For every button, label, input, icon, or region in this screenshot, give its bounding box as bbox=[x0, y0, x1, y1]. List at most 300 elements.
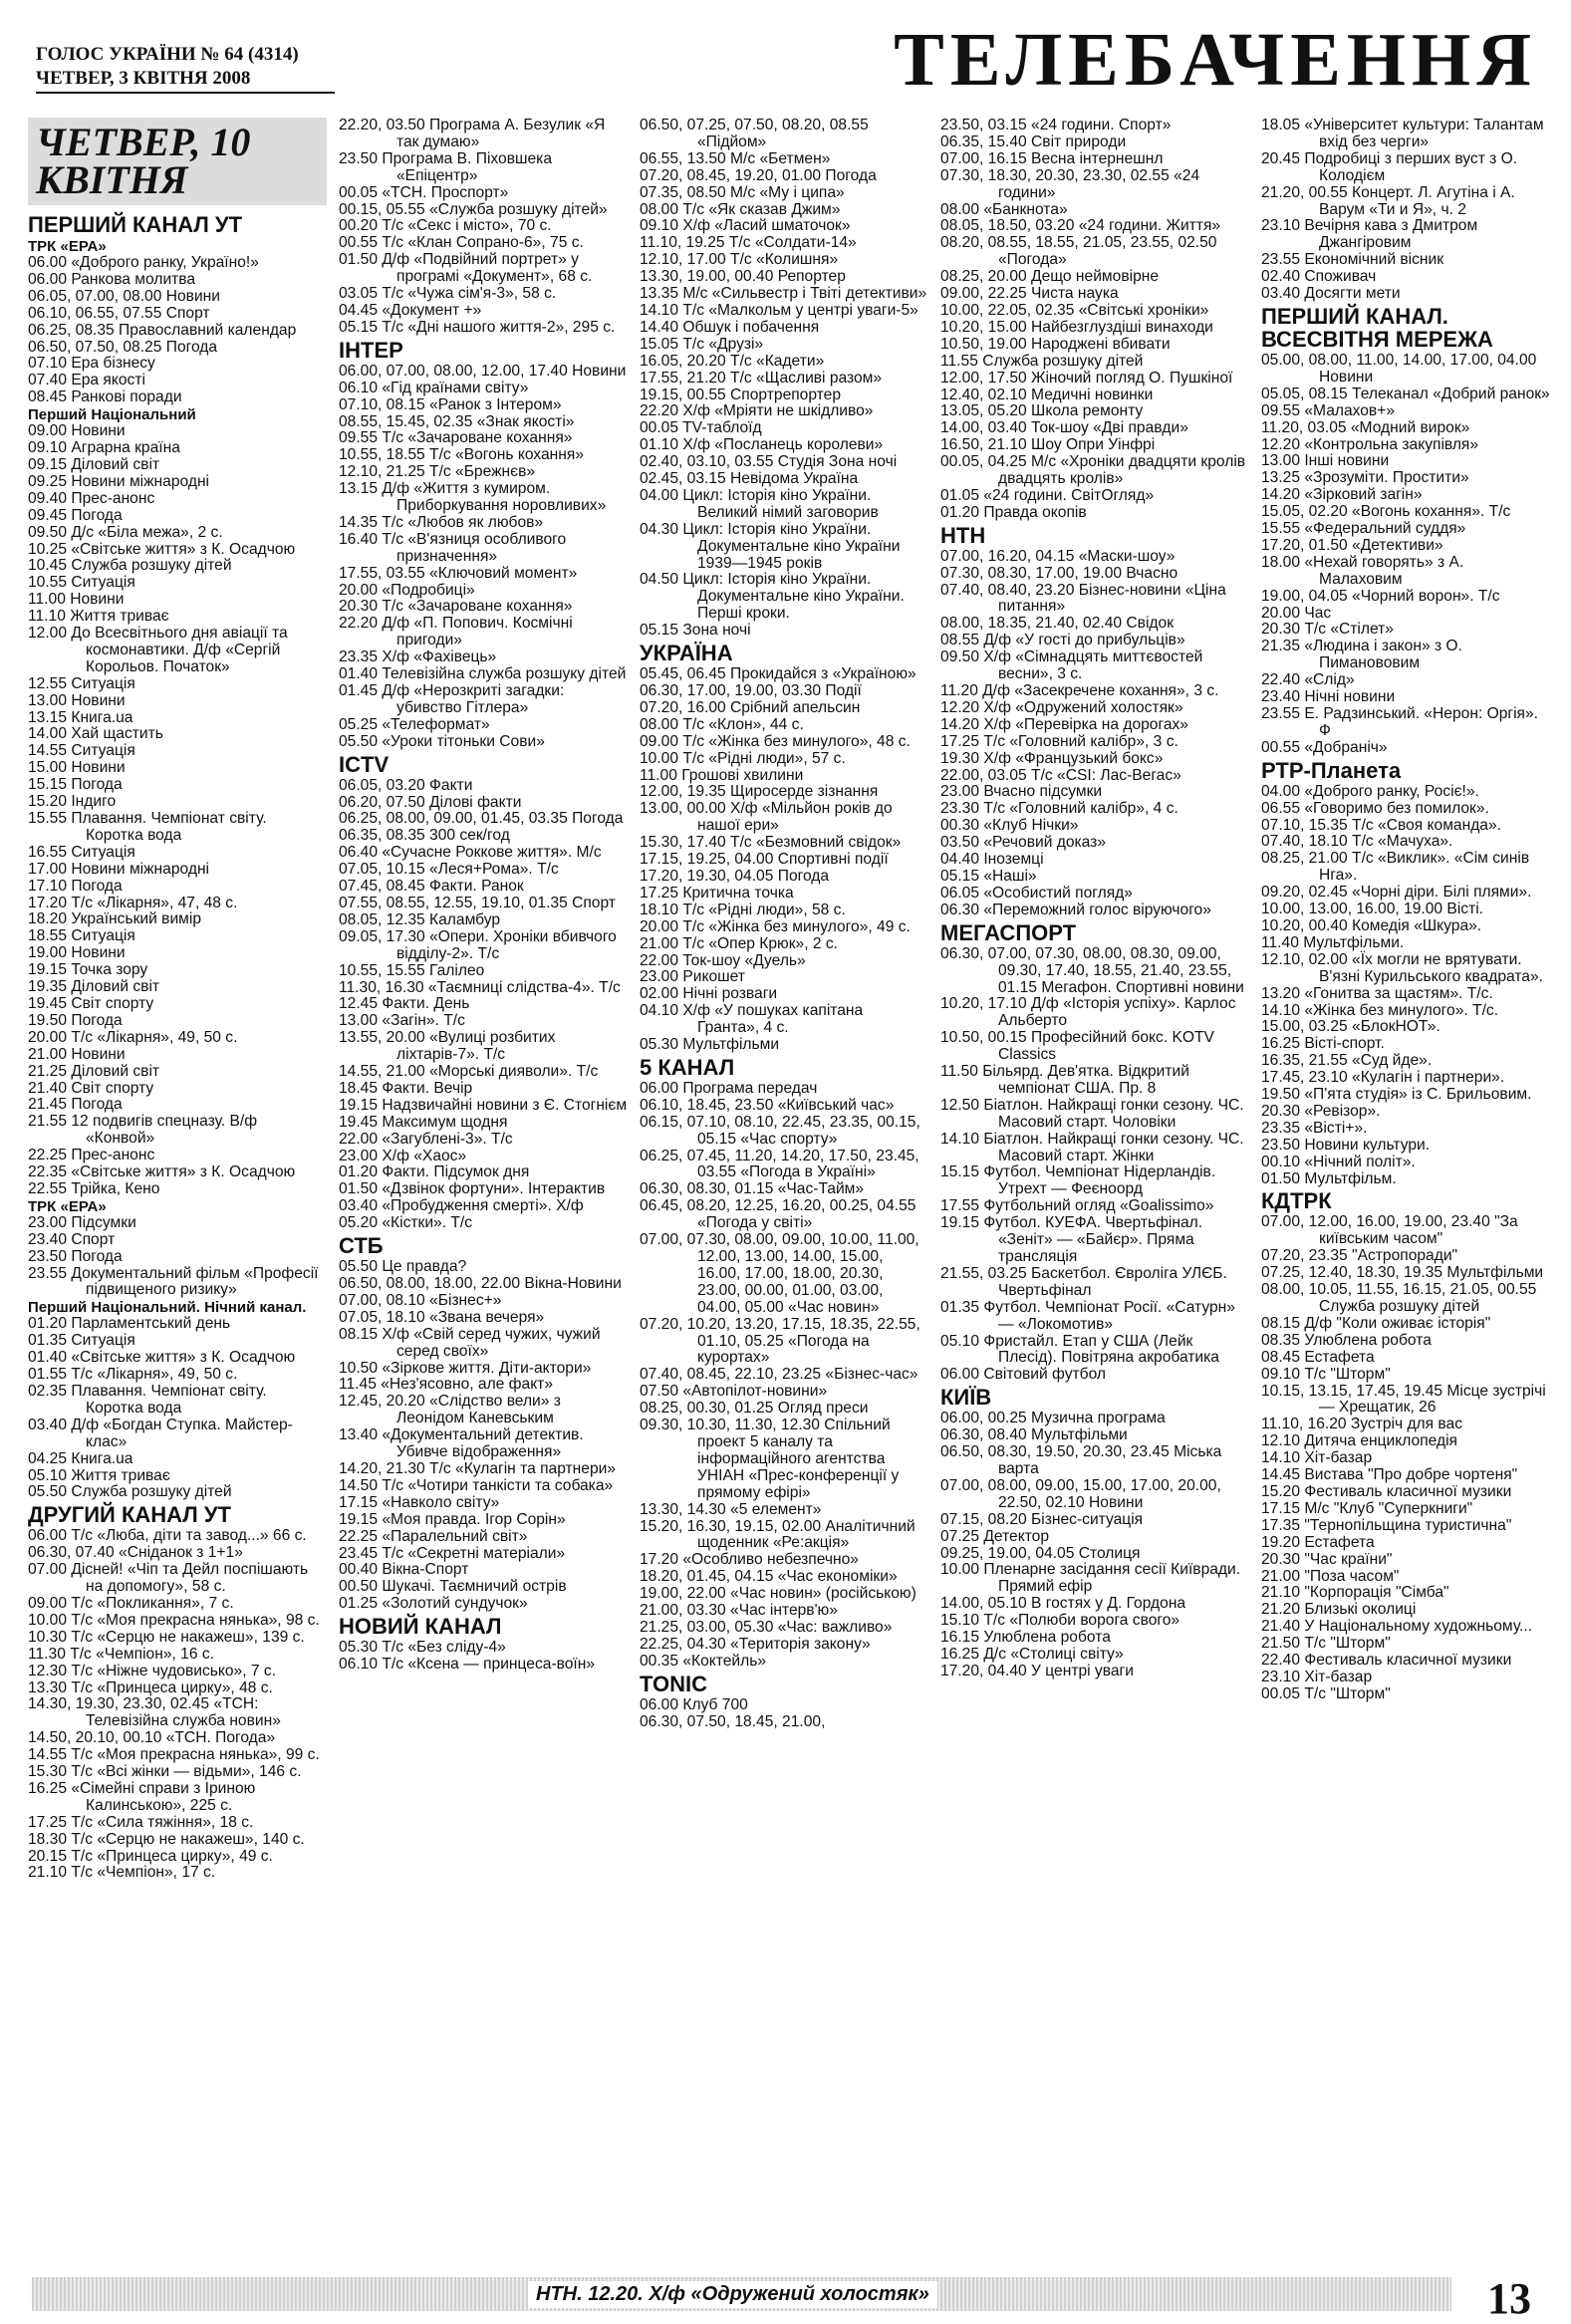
program-entry: 13.00, 00.00 Х/ф «Мільйон років до нашої ери» bbox=[640, 800, 893, 835]
program-entry: 15.30, 17.40 Т/с «Безмовний свідок» bbox=[640, 834, 902, 852]
program-entry: 23.00 Підсумки bbox=[28, 1213, 136, 1231]
program-entry: 06.55, 13.50 М/с «Бетмен» bbox=[640, 149, 831, 167]
program-entry: 16.15 Улюблена робота bbox=[940, 1629, 1111, 1647]
program-entry: 21.00 "Поза часом" bbox=[1261, 1567, 1400, 1585]
program-entry: 15.15 Погода bbox=[28, 776, 123, 794]
program-entry: 19.15 Точка зору bbox=[28, 961, 148, 979]
program-entry: 11.45 «Нез'ясовно, але факт» bbox=[339, 1376, 553, 1394]
program-entry: 10.50, 00.15 Професійний бокс. KOTV Classics bbox=[940, 1029, 1214, 1064]
program-entry: 00.30 «Клуб Нічки» bbox=[940, 817, 1079, 835]
program-entry: 17.25 Критична точка bbox=[640, 884, 794, 902]
program-entry: 09.30, 10.30, 11.30, 12.30 Спільний проект 5 каналу та інформаційного агентства УНІАН «Прес-конференції у прямому ефірі» bbox=[640, 1417, 900, 1501]
program-entry: 08.05, 12.35 Каламбур bbox=[339, 910, 500, 928]
program-entry: 01.20 Факти. Підсумок дня bbox=[339, 1163, 530, 1181]
program-entry: 12.10, 17.00 Т/с «Колишня» bbox=[640, 251, 839, 269]
program-entry: 02.00 Нічні розваги bbox=[640, 985, 778, 1003]
program-entry: 17.15 М/с "Клуб "Суперкниги" bbox=[1261, 1499, 1473, 1517]
program-entry: 23.50 Погода bbox=[28, 1247, 123, 1265]
program-entry: 05.15 Зона ночі bbox=[640, 622, 751, 640]
program-entry: 08.00, 10.05, 11.55, 16.15, 21.05, 00.55 Служба розшуку дітей bbox=[1261, 1281, 1537, 1315]
program-entry: 06.00, 00.25 Музична програма bbox=[940, 1410, 1166, 1427]
listing-column-1 bbox=[28, 118, 327, 2160]
program-entry: 19.15 Футбол. КУЕФА. Чвертьфінал. «Зеніт» — «Байєр». Пряма трансляція bbox=[940, 1214, 1203, 1265]
program-entry: 06.05 «Особистий погляд» bbox=[940, 884, 1133, 902]
column-body bbox=[339, 118, 628, 1674]
channel-heading: КДТРК bbox=[1261, 1188, 1332, 1214]
program-entry: 00.05 TV-таблоїд bbox=[640, 419, 762, 437]
program-entry: 09.00, 22.25 Чиста наука bbox=[940, 285, 1119, 303]
program-entry: 18.20, 01.45, 04.15 «Час економіки» bbox=[640, 1568, 898, 1586]
program-entry: 00.15, 05.55 «Служба розшуку дітей» bbox=[339, 200, 608, 218]
program-entry: 08.15 Х/ф «Свій серед чужих, чужий серед своїх» bbox=[339, 1325, 601, 1360]
program-entry: 21.20 Близькі околиці bbox=[1261, 1601, 1417, 1619]
program-entry: 14.55 Т/с «Моя прекрасна нянька», 99 с. bbox=[28, 1746, 320, 1764]
masthead bbox=[0, 0, 1571, 118]
program-entry: 06.45, 08.20, 12.25, 16.20, 00.25, 04.55 «Погода у світі» bbox=[640, 1197, 916, 1232]
program-entry: 23.00 Рикошет bbox=[640, 968, 745, 986]
program-entry: 17.10 Погода bbox=[28, 877, 123, 895]
issue-date: ЧЕТВЕР, 3 КВІТНЯ 2008 bbox=[36, 68, 251, 89]
program-entry: 21.55 12 подвигів спецназу. В/ф «Конвой» bbox=[28, 1113, 258, 1148]
program-entry: 13.30, 14.30 «5 елемент» bbox=[640, 1500, 822, 1518]
program-entry: 15.00 Новини bbox=[28, 759, 126, 777]
program-entry: 14.00 Хай щастить bbox=[28, 725, 163, 743]
program-entry: 05.10 Життя триває bbox=[28, 1466, 170, 1484]
program-entry: 23.00 Вчасно підсумки bbox=[940, 783, 1103, 801]
program-entry: 08.00 «Банкнота» bbox=[940, 200, 1068, 218]
program-entry: 14.10 Т/с «Малкольм у центрі уваги-5» bbox=[640, 301, 918, 319]
channel-subheading: Перший Національний bbox=[28, 406, 196, 424]
program-entry: 12.10, 02.00 «Їх могли не врятувати. В'язні Курильського квадрата». bbox=[1261, 950, 1543, 985]
program-entry: 10.45 Служба розшуку дітей bbox=[28, 557, 232, 575]
program-entry: 14.50, 20.10, 00.10 «ТСН. Погода» bbox=[28, 1729, 276, 1747]
program-entry: 06.10, 06.55, 07.55 Спорт bbox=[28, 304, 210, 322]
program-entry: 06.50, 08.30, 19.50, 20.30, 23.45 Міська варта bbox=[940, 1443, 1222, 1477]
channel-heading: ПЕРШИЙ КАНАЛ. ВСЕСВІТНЯ МЕРЕЖА bbox=[1261, 303, 1493, 352]
program-entry: 13.30, 19.00, 00.40 Репортер bbox=[640, 268, 846, 286]
program-entry: 03.40 «Пробудження смерті». Х/ф bbox=[339, 1197, 584, 1215]
program-entry: 13.40 «Документальний детектив. Убивче відображення» bbox=[339, 1426, 584, 1461]
program-entry: 19.00, 04.05 «Чорний ворон». Т/с bbox=[1261, 587, 1500, 605]
program-entry: 06.30, 08.30, 01.15 «Час-Тайм» bbox=[640, 1180, 865, 1198]
program-entry: 20.00 «Подробиці» bbox=[339, 581, 475, 599]
program-entry: 14.35 Т/с «Любов як любов» bbox=[339, 513, 544, 531]
program-entry: 16.05, 20.20 Т/с «Кадети» bbox=[640, 352, 825, 370]
program-entry: 15.20 Індиго bbox=[28, 793, 117, 811]
program-entry: 05.30 Мультфільми bbox=[640, 1036, 780, 1054]
program-entry: 07.00, 16.15 Весна інтернешнл bbox=[940, 149, 1164, 167]
channel-heading: МЕГАСПОРТ bbox=[940, 919, 1077, 945]
program-entry: 07.40, 08.45, 22.10, 23.25 «Бізнес-час» bbox=[640, 1366, 918, 1384]
program-entry: 06.10, 18.45, 23.50 «Київський час» bbox=[640, 1096, 895, 1114]
program-entry: 01.35 Ситуація bbox=[28, 1332, 135, 1350]
program-entry: 18.20 Український вимір bbox=[28, 910, 202, 928]
program-entry: 08.00 Т/с «Як сказав Джим» bbox=[640, 200, 841, 218]
program-entry: 22.20 Д/ф «П. Попович. Космічні пригоди» bbox=[339, 615, 573, 649]
program-entry: 10.25 «Світське життя» з К. Осадчою bbox=[28, 540, 296, 558]
issue-info: ГОЛОС УКРАЇНИ № 64 (4314) bbox=[36, 44, 299, 65]
program-entry: 06.10 Т/с «Ксена — принцеса-воїн» bbox=[339, 1656, 596, 1674]
program-entry: 15.30 Т/с «Всі жінки — відьми», 146 с. bbox=[28, 1763, 302, 1781]
program-entry: 06.35, 15.40 Світ природи bbox=[940, 132, 1127, 150]
program-entry: 09.40 Прес-анонс bbox=[28, 489, 155, 507]
program-entry: 06.40 «Сучасне Роккове життя». М/с bbox=[339, 844, 602, 862]
program-entry: 07.00, 07.30, 08.00, 09.00, 10.00, 11.00, 12.00, 13.00, 14.00, 15.00, 16.00, 17.00, 18.00, 20.30, 23.00, 00.00, 01.00, 03.00, 04.00, 05.00 «Час новин» bbox=[640, 1231, 919, 1316]
program-entry: 13.00 Інші новини bbox=[1261, 452, 1390, 470]
program-entry: 11.20 Д/ф «Засекречене кохання», 3 с. bbox=[940, 682, 1219, 699]
program-entry: 08.25, 21.00 Т/с «Виклик». «Сім синів Нга». bbox=[1261, 850, 1530, 885]
program-entry: 06.30 «Переможний голос віруючого» bbox=[940, 901, 1211, 918]
program-entry: 23.30 Т/с «Головний калібр», 4 с. bbox=[940, 800, 1178, 818]
program-entry: 07.30, 18.30, 20.30, 23.30, 02.55 «24 години» bbox=[940, 166, 1200, 201]
program-entry: 14.50 Т/с «Чотири танкісти та собака» bbox=[339, 1476, 614, 1494]
program-entry: 05.50 Це правда? bbox=[339, 1258, 467, 1276]
program-entry: 06.30, 17.00, 19.00, 03.30 Події bbox=[640, 682, 862, 699]
program-entry: 14.40 Обшук і побачення bbox=[640, 318, 820, 336]
program-entry: 06.25, 08.35 Православний календар bbox=[28, 321, 297, 339]
program-entry: 14.45 Вистава "Про добре чортеня" bbox=[1261, 1466, 1518, 1484]
program-entry: 01.20 Правда окопів bbox=[940, 503, 1087, 521]
program-entry: 07.25 Детектор bbox=[940, 1527, 1050, 1545]
program-entry: 22.00, 03.05 Т/с «CSI: Лас-Вегас» bbox=[940, 766, 1181, 784]
program-entry: 19.00 Новини bbox=[28, 944, 126, 962]
program-entry: 07.20, 08.45, 19.20, 01.00 Погода bbox=[640, 166, 877, 184]
program-entry: 13.15 Книга.ua bbox=[28, 708, 133, 726]
program-entry: 07.50 «Автопілот-новини» bbox=[640, 1383, 828, 1401]
program-entry: 14.20 Х/ф «Перевірка на дорогах» bbox=[940, 715, 1188, 733]
program-entry: 23.50, 03.15 «24 години. Спорт» bbox=[940, 118, 1172, 133]
program-entry: 17.25 Т/с «Сила тяжіння», 18 с. bbox=[28, 1813, 254, 1831]
program-entry: 06.00, 07.00, 08.00, 12.00, 17.40 Новини bbox=[339, 362, 627, 380]
channel-heading: СТБ bbox=[339, 1233, 384, 1259]
program-entry: 19.20 Естафета bbox=[1261, 1533, 1375, 1551]
program-entry: 00.55 «Добраніч» bbox=[1261, 738, 1388, 756]
program-entry: 06.00 Програма передач bbox=[640, 1079, 818, 1097]
program-entry: 07.05, 10.15 «Леся+Рома». Т/с bbox=[339, 861, 559, 879]
program-entry: 17.20, 04.40 У центрі уваги bbox=[940, 1662, 1134, 1679]
program-entry: 08.15 Д/ф "Коли оживає історія" bbox=[1261, 1314, 1491, 1332]
program-entry: 07.00 Дісней! «Чіп та Дейл поспішають на допомогу», 58 с. bbox=[28, 1561, 309, 1596]
program-entry: 10.00 Пленарне засідання сесії Київради. Прямий ефір bbox=[940, 1561, 1241, 1596]
program-entry: 07.00, 08.00, 09.00, 15.00, 17.00, 20.00, 22.50, 02.10 Новини bbox=[940, 1476, 1221, 1511]
program-entry: 12.00, 19.35 Щиросерде зізнання bbox=[640, 783, 879, 801]
program-entry: 11.00 Грошові хвилини bbox=[640, 766, 804, 784]
program-entry: 21.25 Діловий світ bbox=[28, 1062, 160, 1080]
program-entry: 22.35 «Світське життя» з К. Осадчою bbox=[28, 1163, 296, 1181]
listing-column-5 bbox=[1261, 118, 1550, 2160]
program-entry: 05.15 Т/с «Дні нашого життя-2», 295 с. bbox=[339, 318, 616, 336]
program-entry: 06.35, 08.35 300 сек/год bbox=[339, 827, 510, 845]
program-entry: 00.40 Вікна-Спорт bbox=[339, 1561, 469, 1579]
program-entry: 23.00 Х/ф «Хаос» bbox=[339, 1147, 467, 1164]
program-entry: 06.10 «Гід країнами світу» bbox=[339, 379, 529, 396]
program-entry: 15.05, 02.20 «Вогонь кохання». Т/с bbox=[1261, 503, 1511, 521]
program-entry: 23.50 Програма В. Піховшека «Епіцентр» bbox=[339, 149, 553, 184]
program-entry: 00.20 Т/с «Секс і місто», 70 с. bbox=[339, 217, 552, 235]
program-entry: 11.10 Життя триває bbox=[28, 608, 169, 626]
program-entry: 09.50 Х/ф «Сімнадцять миттєвостей весни», 3 с. bbox=[940, 648, 1203, 683]
program-entry: 11.10, 16.20 Зустріч для вас bbox=[1261, 1416, 1463, 1433]
program-entry: 12.00 До Всесвітнього дня авіації та космонавтики. Д/ф «Сергій Корольов. Початок» bbox=[28, 625, 288, 675]
program-entry: 23.55 Документальний фільм «Професії підвищеного ризику» bbox=[28, 1264, 319, 1299]
program-entry: 00.05 «ТСН. Проспорт» bbox=[339, 183, 509, 201]
program-entry: 15.00, 03.25 «БлокНОТ». bbox=[1261, 1018, 1440, 1036]
program-entry: 06.30, 08.40 Мультфільми bbox=[940, 1426, 1128, 1444]
program-entry: 02.45, 03.15 Невідома Україна bbox=[640, 470, 859, 488]
program-entry: 14.20, 21.30 Т/с «Кулагін та партнери» bbox=[339, 1459, 617, 1477]
program-entry: 06.25, 07.45, 11.20, 14.20, 17.50, 23.45, 03.55 «Погода в Україні» bbox=[640, 1147, 919, 1181]
program-entry: 11.00 Новини bbox=[28, 591, 125, 609]
program-entry: 01.05 «24 години. СвітОгляд» bbox=[940, 486, 1155, 504]
program-entry: 14.00, 05.10 В гостях у Д. Гордона bbox=[940, 1595, 1186, 1613]
program-entry: 06.00 «Доброго ранку, Україно!» bbox=[28, 254, 259, 271]
program-entry: 02.35 Плавання. Чемпіонат світу. Коротка вода bbox=[28, 1383, 267, 1417]
program-entry: 20.15 Т/с «Принцеса цирку», 49 с. bbox=[28, 1847, 273, 1865]
program-entry: 07.30, 08.30, 17.00, 19.00 Вчасно bbox=[940, 564, 1178, 582]
program-entry: 07.45, 08.45 Факти. Ранок bbox=[339, 878, 524, 896]
program-entry: 21.20, 00.55 Концерт. Л. Агутіна і А. Варум «Ти и Я», ч. 2 bbox=[1261, 183, 1515, 218]
program-entry: 12.45, 20.20 «Слідство вели» з Леонідом Каневським bbox=[339, 1393, 561, 1427]
program-entry: 22.40 «Слід» bbox=[1261, 671, 1355, 689]
program-entry: 10.55, 18.55 Т/с «Вогонь кохання» bbox=[339, 446, 584, 464]
program-entry: 19.50 «П'ята студія» із С. Брильовим. bbox=[1261, 1086, 1532, 1104]
program-entry: 10.20, 00.40 Комедія «Шкура». bbox=[1261, 916, 1482, 934]
program-entry: 22.20, 03.50 Програма А. Безулик «Я так думаю» bbox=[339, 118, 606, 150]
program-entry: 16.50, 21.10 Шоу Опри Уінфрі bbox=[940, 436, 1156, 454]
program-entry: 06.50, 08.00, 18.00, 22.00 Вікна-Новини bbox=[339, 1275, 622, 1292]
program-entry: 03.40 Д/ф «Богдан Ступка. Майстер-клас» bbox=[28, 1416, 293, 1450]
day-heading: ЧЕТВЕР, 10 КВІТНЯ bbox=[28, 118, 327, 205]
program-entry: 10.55, 15.55 Галілео bbox=[339, 961, 485, 979]
program-entry: 14.30, 19.30, 23.30, 02.45 «ТСН: Телевізійна служба новин» bbox=[28, 1695, 281, 1730]
program-entry: 14.55 Ситуація bbox=[28, 742, 135, 760]
program-entry: 07.15, 08.20 Бізнес-ситуація bbox=[940, 1510, 1144, 1528]
program-entry: 08.00, 18.35, 21.40, 02.40 Свідок bbox=[940, 615, 1175, 633]
program-entry: 08.45 Естафета bbox=[1261, 1348, 1375, 1366]
program-entry: 13.20 «Гонитва за щастям». Т/с. bbox=[1261, 984, 1493, 1002]
program-entry: 09.00 Новини bbox=[28, 422, 126, 440]
program-entry: 04.30 Цикл: Історія кіно України. Документальне кіно України 1939—1945 років bbox=[640, 520, 901, 572]
program-entry: 14.55, 21.00 «Морські дияволи». Т/с bbox=[339, 1063, 599, 1081]
program-entry: 02.40 Споживач bbox=[1261, 268, 1377, 286]
channel-heading: ПЕРШИЙ КАНАЛ УТ bbox=[28, 212, 243, 237]
program-entry: 22.00 Ток-шоу «Дуель» bbox=[640, 951, 806, 969]
program-entry: 05.50 Служба розшуку дітей bbox=[28, 1483, 232, 1501]
program-entry: 00.05, 04.25 М/с «Хроніки двадцяти кролів двадцять кролів» bbox=[940, 453, 1246, 488]
program-entry: 09.25 Новини міжнародні bbox=[28, 472, 210, 490]
program-entry: 05.50 «Уроки тітоньки Сови» bbox=[339, 732, 545, 750]
program-entry: 07.35, 08.50 М/с «Му і ципа» bbox=[640, 183, 845, 201]
program-entry: 17.00 Новини міжнародні bbox=[28, 860, 210, 878]
program-entry: 08.25, 00.30, 01.25 Огляд преси bbox=[640, 1400, 869, 1418]
program-entry: 16.25 Вісті-спорт. bbox=[1261, 1035, 1385, 1053]
program-entry: 21.40 Світ спорту bbox=[28, 1079, 154, 1097]
program-entry: 04.10 Х/ф «У пошуках капітана Гранта», 4 с. bbox=[640, 1002, 864, 1037]
program-entry: 15.05 Т/с «Друзі» bbox=[640, 335, 764, 353]
program-entry: 01.10 Х/ф «Посланець королеви» bbox=[640, 436, 884, 454]
channel-heading: РТР-Планета bbox=[1261, 757, 1402, 783]
program-entry: 04.00 «Доброго ранку, Росіє!». bbox=[1261, 782, 1479, 800]
program-entry: 17.20 Т/с «Лікарня», 47, 48 с. bbox=[28, 894, 238, 911]
program-entry: 10.20, 17.10 Д/ф «Історія успіху». Карлос Альберто bbox=[940, 995, 1236, 1030]
program-entry: 09.50 Д/с «Біла межа», 2 с. bbox=[28, 523, 223, 541]
program-entry: 01.25 «Золотий сундучок» bbox=[339, 1595, 528, 1613]
program-entry: 05.30 Т/с «Без сліду-4» bbox=[339, 1639, 506, 1657]
program-entry: 14.10 «Жінка без минулого». Т/с. bbox=[1261, 1001, 1499, 1019]
column-body bbox=[940, 118, 1251, 1680]
program-entry: 23.10 Хіт-базар bbox=[1261, 1668, 1373, 1685]
program-entry: 12.40, 02.10 Медичні новинки bbox=[940, 386, 1154, 403]
program-entry: 08.55 Д/ф «У гості до прибульців» bbox=[940, 632, 1185, 649]
program-entry: 21.00, 03.30 «Час інтерв'ю» bbox=[640, 1602, 838, 1620]
program-entry: 23.40 Спорт bbox=[28, 1230, 116, 1248]
program-entry: 07.00, 08.10 «Бізнес+» bbox=[339, 1291, 502, 1309]
program-entry: 07.00, 12.00, 16.00, 19.00, 23.40 "За київським часом" bbox=[1261, 1213, 1518, 1248]
program-entry: 18.45 Факти. Вечір bbox=[339, 1079, 473, 1097]
program-entry: 07.05, 18.10 «Звана вечеря» bbox=[339, 1308, 545, 1326]
program-entry: 17.20, 19.30, 04.05 Погода bbox=[640, 867, 830, 885]
program-entry: 07.00, 16.20, 04.15 «Маски-шоу» bbox=[940, 547, 1176, 565]
program-entry: 19.35 Діловий світ bbox=[28, 978, 160, 996]
program-entry: 07.20, 10.20, 13.20, 17.15, 18.35, 22.55, 01.10, 05.25 «Погода на курортах» bbox=[640, 1315, 920, 1367]
channel-heading: НОВИЙ КАНАЛ bbox=[339, 1614, 502, 1640]
program-entry: 16.55 Ситуація bbox=[28, 843, 135, 861]
program-entry: 16.40 Т/с «В'язниця особливого призначення» bbox=[339, 530, 567, 565]
program-entry: 18.30 Т/с «Серцю не накажеш», 140 с. bbox=[28, 1830, 305, 1848]
program-entry: 13.55, 20.00 «Вулиці розбитих ліхтарів-7». Т/с bbox=[339, 1029, 556, 1064]
program-entry: 01.50 Мультфільм. bbox=[1261, 1169, 1397, 1187]
program-entry: 07.10, 15.35 Т/с «Своя команда». bbox=[1261, 816, 1501, 834]
program-entry: 06.05, 03.20 Факти bbox=[339, 776, 473, 794]
program-entry: 06.25, 08.00, 09.00, 01.45, 03.35 Погода bbox=[339, 810, 624, 828]
program-entry: 01.55 Т/с «Лікарня», 49, 50 с. bbox=[28, 1366, 238, 1384]
program-entry: 22.25 Прес-анонс bbox=[28, 1147, 155, 1164]
program-entry: 21.50 Т/с "Шторм" bbox=[1261, 1635, 1391, 1653]
program-entry: 20.00 Т/с «Жінка без минулого», 49 с. bbox=[640, 917, 911, 935]
program-entry: 18.05 «Університет культури: Талантам вхід без черги» bbox=[1261, 118, 1544, 150]
program-entry: 21.10 "Корпорація "Сімба" bbox=[1261, 1584, 1449, 1602]
program-entry: 00.50 Шукачі. Таємничий острів bbox=[339, 1578, 567, 1596]
channel-heading: КИЇВ bbox=[940, 1385, 992, 1411]
program-entry: 08.05, 18.50, 03.20 «24 години. Життя» bbox=[940, 217, 1221, 235]
program-entry: 07.55, 08.55, 12.55, 19.10, 01.35 Спорт bbox=[339, 894, 616, 911]
program-entry: 15.20, 16.30, 19.15, 02.00 Аналітичний щоденник «Ре:акція» bbox=[640, 1517, 916, 1552]
program-entry: 09.10 Аграрна країна bbox=[28, 439, 180, 457]
program-entry: 20.45 Подробиці з перших вуст з О. Колодієм bbox=[1261, 149, 1518, 184]
program-entry: 09.15 Діловий світ bbox=[28, 455, 160, 473]
channel-heading: ICTV bbox=[339, 751, 390, 777]
channel-heading: ДРУГИЙ КАНАЛ УТ bbox=[28, 1502, 231, 1528]
program-entry: 04.25 Книга.ua bbox=[28, 1449, 133, 1467]
program-entry: 21.35 «Людина і закон» з О. Пиманововим bbox=[1261, 638, 1462, 672]
program-entry: 12.55 Ситуація bbox=[28, 674, 135, 692]
program-entry: 10.30 Т/с «Серцю не накажеш», 139 с. bbox=[28, 1628, 305, 1646]
program-entry: 12.50 Біатлон. Найкращі гонки сезону. ЧС. Масовий старт. Чоловіки bbox=[940, 1096, 1244, 1131]
program-entry: 10.00, 22.05, 02.35 «Світські хроніки» bbox=[940, 301, 1209, 319]
program-entry: 05.10 Фристайл. Етап у США (Лейк Плесід). Повітряна акробатика bbox=[940, 1332, 1219, 1367]
program-entry: 19.15, 00.55 Спортрепортер bbox=[640, 386, 841, 403]
program-entry: 06.15, 07.10, 08.10, 22.45, 23.35, 00.15, 05.15 «Час спорту» bbox=[640, 1113, 920, 1148]
program-entry: 00.10 «Нічний політ». bbox=[1261, 1153, 1416, 1170]
program-entry: 19.15 «Моя правда. Ігор Сорін» bbox=[339, 1510, 566, 1528]
column-body bbox=[28, 213, 327, 1882]
program-entry: 13.35 М/с «Сильвестр і Твіті детективи» bbox=[640, 285, 927, 303]
program-entry: 04.40 Іноземці bbox=[940, 851, 1044, 869]
program-entry: 15.20 Фестиваль класичної музики bbox=[1261, 1482, 1512, 1500]
program-entry: 09.25, 19.00, 04.05 Столиця bbox=[940, 1544, 1141, 1562]
footer-promo: НТН. 12.20. Х/ф «Одружений холостяк» bbox=[528, 2281, 937, 2308]
program-entry: 20.30 Т/с «Стілет» bbox=[1261, 621, 1394, 639]
column-body bbox=[1261, 118, 1550, 1703]
program-entry: 06.50, 07.50, 08.25 Погода bbox=[28, 338, 218, 356]
program-entry: 10.55 Ситуація bbox=[28, 574, 135, 592]
program-entry: 23.40 Нічні новини bbox=[1261, 688, 1396, 706]
program-entry: 15.55 «Федеральний суддя» bbox=[1261, 520, 1466, 538]
program-entry: 09.05, 17.30 «Опери. Хроніки вбивчого відділу-2». Т/с bbox=[339, 927, 617, 962]
program-entry: 20.30 "Час країни" bbox=[1261, 1550, 1393, 1568]
program-entry: 06.30, 07.40 «Сніданок з 1+1» bbox=[28, 1544, 243, 1562]
program-entry: 10.50, 19.00 Народжені вбивати bbox=[940, 335, 1171, 353]
program-entry: 12.30 Т/с «Ніжне чудовисько», 7 с. bbox=[28, 1662, 277, 1679]
program-entry: 02.40, 03.10, 03.55 Студія Зона ночі bbox=[640, 453, 898, 471]
program-entry: 11.10, 19.25 Т/с «Солдати-14» bbox=[640, 234, 857, 252]
program-entry: 09.20, 02.45 «Чорні діри. Білі плями». bbox=[1261, 884, 1532, 902]
program-entry: 23.55 Е. Радзинський. «Нерон: Оргія». Ф bbox=[1261, 705, 1539, 739]
program-entry: 17.55, 21.20 Т/с «Щасливі разом» bbox=[640, 369, 883, 387]
program-entry: 20.00 Т/с «Лікарня», 49, 50 с. bbox=[28, 1028, 238, 1046]
program-entry: 17.55, 03.55 «Ключовий момент» bbox=[339, 564, 578, 582]
program-entry: 17.55 Футбольний огляд «Goalissimo» bbox=[940, 1197, 1214, 1215]
program-entry: 06.00 Т/с «Люба, діти та завод...» 66 с. bbox=[28, 1527, 307, 1545]
program-entry: 08.55, 15.45, 02.35 «Знак якості» bbox=[339, 412, 575, 430]
program-entry: 23.45 Т/с «Секретні матеріали» bbox=[339, 1544, 566, 1562]
listing-column-2 bbox=[339, 118, 628, 2160]
program-entry: 10.15, 13.15, 17.45, 19.45 Місце зустрічі — Хрещатик, 26 bbox=[1261, 1382, 1546, 1417]
program-entry: 01.35 Футбол. Чемпіонат Росії. «Сатурн» — «Локомотив» bbox=[940, 1298, 1235, 1333]
program-entry: 17.35 "Тернопільщина туристична" bbox=[1261, 1516, 1512, 1534]
program-entry: 08.00 Т/с «Клон», 44 с. bbox=[640, 715, 804, 733]
channel-heading: НТН bbox=[940, 522, 986, 548]
program-entry: 23.50 Новини культури. bbox=[1261, 1136, 1431, 1154]
page-number: 13 bbox=[1487, 2274, 1531, 2323]
program-entry: 22.25 «Паралельний світ» bbox=[339, 1527, 528, 1545]
program-entry: 00.55 Т/с «Клан Сопрано-6», 75 с. bbox=[339, 234, 584, 252]
program-entry: 20.30 «Ревізор». bbox=[1261, 1102, 1381, 1120]
program-entry: 23.35 Х/ф «Фахівець» bbox=[339, 648, 497, 666]
program-entry: 19.45 Світ спорту bbox=[28, 994, 154, 1012]
program-entry: 01.50 «Дзвінок фортуни». Інтерактив bbox=[339, 1180, 606, 1198]
channel-heading: ІНТЕР bbox=[339, 337, 403, 363]
program-entry: 19.00, 22.00 «Час новин» (російською) bbox=[640, 1585, 916, 1603]
program-entry: 11.20, 03.05 «Модний вирок» bbox=[1261, 418, 1470, 436]
program-entry: 07.20, 16.00 Срібний апельсин bbox=[640, 698, 861, 716]
program-entry: 06.00 Ранкова молитва bbox=[28, 270, 196, 288]
program-entry: 07.10 Ера бізнесу bbox=[28, 355, 155, 373]
program-entry: 23.35 «Вісті+». bbox=[1261, 1119, 1368, 1137]
page-footer bbox=[0, 2271, 1571, 2324]
program-entry: 21.45 Погода bbox=[28, 1096, 123, 1114]
listing-column-4 bbox=[940, 118, 1251, 2160]
program-entry: 03.40 Досягти мети bbox=[1261, 285, 1401, 303]
header-divider bbox=[36, 92, 335, 94]
program-entry: 19.15 Надзвичайні новини з Є. Стогнієм bbox=[339, 1096, 628, 1114]
program-entry: 23.55 Економічний вісник bbox=[1261, 251, 1444, 269]
program-entry: 12.45 Факти. День bbox=[339, 995, 470, 1013]
program-entry: 05.15 «Наші» bbox=[940, 867, 1037, 885]
program-entry: 00.35 «Коктейль» bbox=[640, 1652, 767, 1670]
program-entry: 13.00 «Загін». Т/с bbox=[339, 1012, 465, 1030]
program-entry: 14.00, 03.40 Ток-шоу «Дві правди» bbox=[940, 419, 1188, 437]
